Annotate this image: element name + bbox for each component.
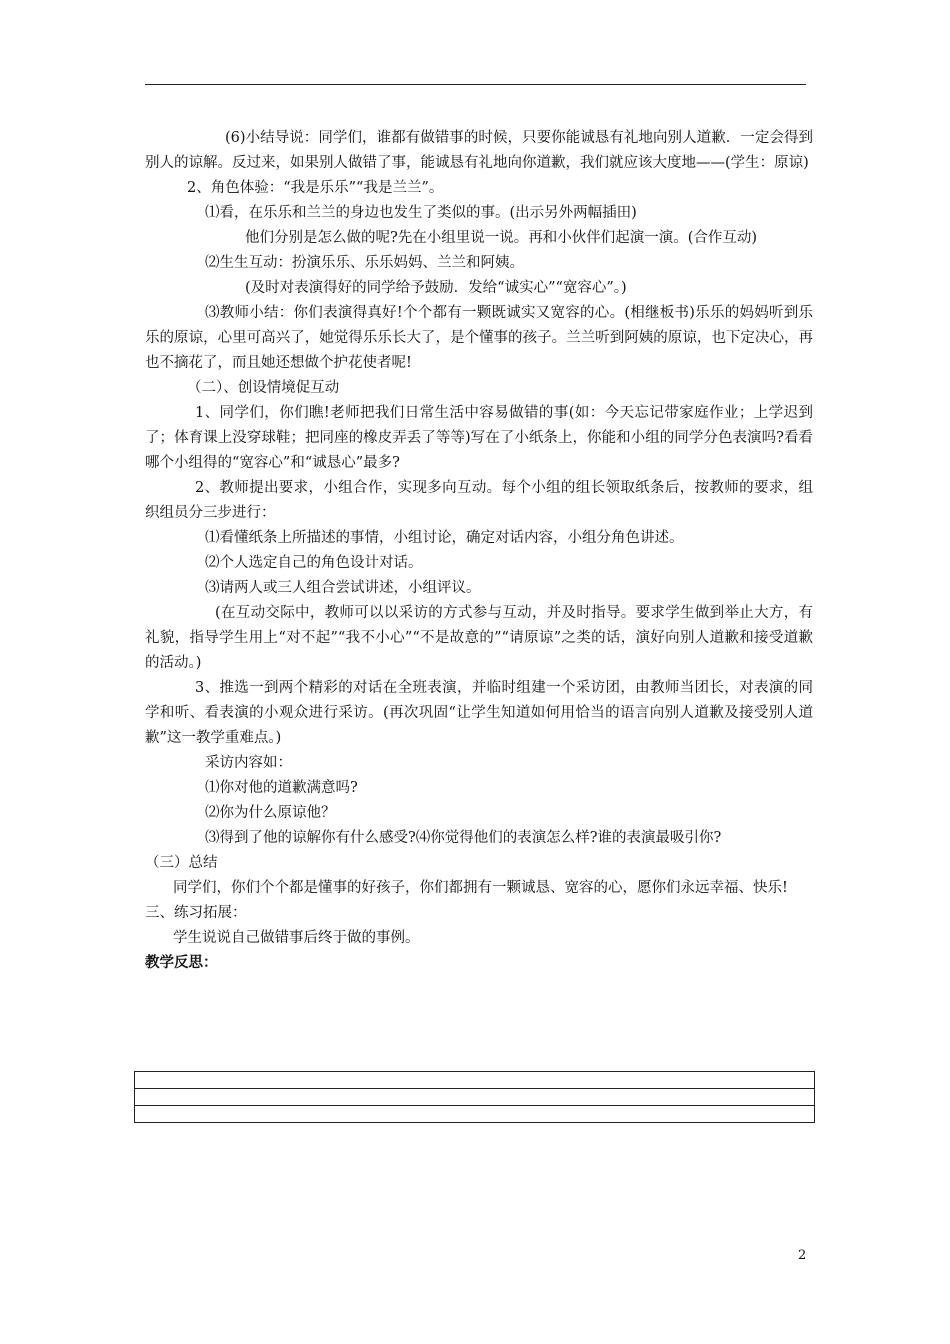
paragraph-encouragement: (及时对表演得好的同学给予鼓励．发给“诚实心”“宽容心”。) <box>245 280 627 296</box>
paragraph-question-1: ⑴你对他的道歉满意吗? <box>205 780 358 796</box>
table-cell <box>135 1072 815 1089</box>
paragraph-summary: (6)小结导说：同学们，谁都有做错事的时候，只要你能诚恳有礼地向别人道歉．一定会得到别人的谅解。反过来，如果别人做错了事，能诚恳有礼地向你道歉，我们就应该大度地——(学生：原谅) <box>145 130 813 171</box>
document-body <box>145 126 813 976</box>
reflection-table <box>134 1071 815 1123</box>
paragraph-step-1: ⑴看懂纸条上所描述的事情，小组讨论，确定对话内容，小组分角色讲述。 <box>205 530 684 546</box>
paragraph-step-2: ⑵个人选定自己的角色设计对话。 <box>205 555 423 571</box>
table-cell <box>135 1106 815 1123</box>
paragraph-conclusion: 同学们，你们个个都是懂事的好孩子，你们都拥有一颗诚恳、宽容的心，愿你们永远幸福、快乐! <box>173 880 788 896</box>
paragraph-teacher-summary: ⑶教师小结：你们表演得真好!个个都有一颗既诚实又宽容的心。(相继板书)乐乐的妈妈听到乐乐的原谅，心里可高兴了，她觉得乐乐长大了，是个懂事的孩子。兰兰听到阿姨的原谅，也下定决心，再也不摘花了，而且她还想做个护花使者呢! <box>145 305 813 371</box>
paragraph-step-3: ⑶请两人或三人组合尝试讲述，小组评议。 <box>205 580 481 596</box>
paragraph-interview-content: 采访内容如： <box>205 755 292 771</box>
table-cell <box>135 1089 815 1106</box>
paragraph-question-2: ⑵你为什么原谅他？ <box>205 805 336 821</box>
paragraph-students-look: 1、同学们，你们瞧!老师把我们日常生活中容易做错的事(如：今天忘记带家庭作业；上学迟到了；体育课上没穿球鞋；把同座的橡皮弄丢了等等)写在了小纸条上，你能和小组的同学分色表演吗?看看哪个小组得的“宽容心”和“诚恳心”最多? <box>145 405 813 471</box>
section-heading-practice: 三、练习拓展： <box>145 905 247 921</box>
paragraph-practice: 学生说说自己做错事后终于做的事例。 <box>173 930 420 946</box>
section-heading-two: （二）、创设情境促互动 <box>187 380 340 396</box>
section-heading-three: （三）总结 <box>145 855 218 871</box>
table-row <box>135 1089 815 1106</box>
table-row <box>135 1106 815 1123</box>
header-rule <box>145 84 806 85</box>
paragraph-select-dialogue: 3、推选一到两个精彩的对话在全班表演，并临时组建一个采访团，由教师当团长，对表演的同学和听、看表演的小观众进行采访。(再次巩固“让学生知道如何用恰当的语言向别人道歉及接受别人道歉”这一教学重难点。) <box>145 680 813 746</box>
paragraph-interaction-note: (在互动交际中，教师可以以采访的方式参与互动，并及时指导。要求学生做到举止大方，有礼貌，指导学生用上“对不起”“我不小心”“不是故意的”“请原谅”之类的话，演好向别人道歉和接受道歉的活动。) <box>145 605 813 671</box>
paragraph-how-did-they: 他们分别是怎么做的呢?先在小组里说一说。再和小伙伴们起演一演。(合作互动) <box>245 230 758 246</box>
paragraph-look: ⑴看，在乐乐和兰兰的身边也发生了类似的事。(出示另外两幅插田) <box>205 205 637 221</box>
paragraph-role-play-heading: 2、角色体验：“我是乐乐”“我是兰兰”。 <box>187 180 444 196</box>
table-row <box>135 1072 815 1089</box>
reflection-heading: 教学反思： <box>145 955 218 971</box>
paragraph-student-interaction: ⑵生生互动：扮演乐乐、乐乐妈妈、兰兰和阿姨。 <box>205 255 524 271</box>
page-number: 2 <box>798 1248 807 1263</box>
paragraph-question-3-4: ⑶得到了他的谅解你有什么感受?⑷你觉得他们的表演怎么样?谁的表演最吸引你? <box>205 830 722 846</box>
paragraph-teacher-requirements: 2、教师提出要求，小组合作，实现多向互动。每个小组的组长领取纸条后，按教师的要求，组织组员分三步进行： <box>145 480 813 521</box>
